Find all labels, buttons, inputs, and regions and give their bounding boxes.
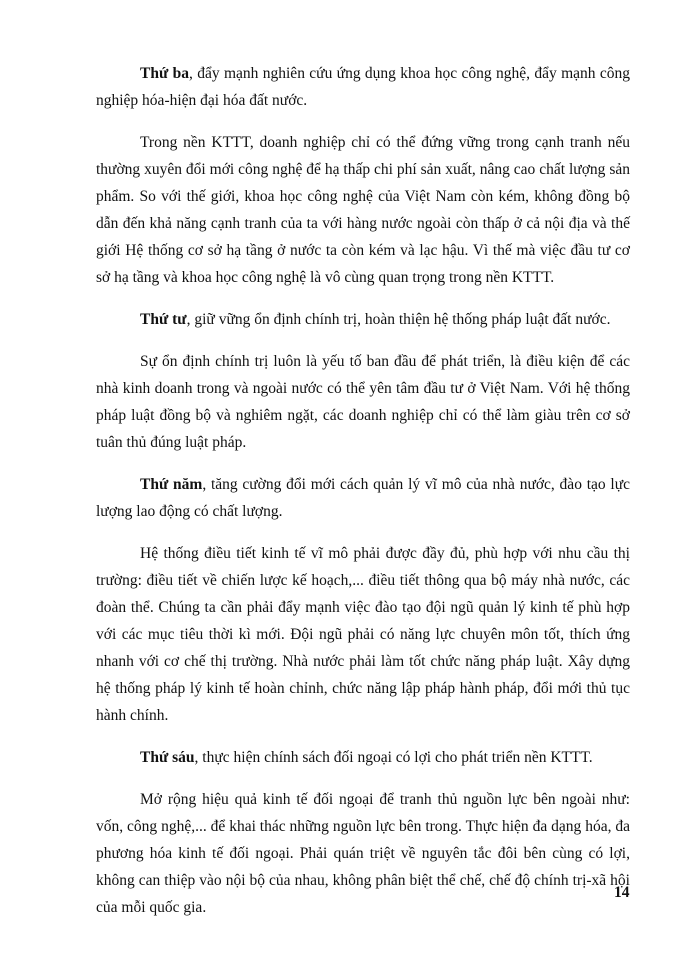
page-number: 14: [614, 884, 630, 901]
paragraph-text: Hệ thống điều tiết kinh tế vĩ mô phải được đầy đủ, phù hợp với nhu cầu thị trường: điều tiết về chiến lược kế hoạch,... điều tiết thông qua bộ máy nhà nước, các đoàn thể. Chúng ta cần phải đẩy mạnh việc đào tạo đội ngũ quản lý kinh tế phù hợp với các mục tiêu thời kì mới. Đội ngũ phải có năng lực chuyên môn tốt, thích ứng nhanh với cơ chế thị trường. Nhà nước phải làm tốt chức năng pháp luật. Xây dựng hệ thống pháp lý kinh tế hoàn chỉnh, chức năng lập pháp hành pháp, đổi mới thủ tục hành chính.: [96, 545, 630, 724]
paragraph-lead: Thứ ba: [140, 65, 189, 82]
paragraph-lead: Thứ tư: [140, 311, 187, 328]
paragraph-lead: Thứ năm: [140, 476, 203, 493]
paragraph-thu-nam: [96, 471, 630, 525]
page-body: [96, 60, 630, 936]
paragraph-text: Mở rộng hiệu quả kinh tế đối ngoại để tranh thủ nguồn lực bên ngoài như: vốn, công nghệ,... để khai thác những nguồn lực bên trong. Thực hiện đa dạng hóa, đa phương hóa kinh tế đối ngoại. Phải quán triệt về nguyên tắc đôi bên cùng có lợi, không can thiệp vào nội bộ của nhau, không phân biệt thể chế, chế độ chính trị-xã hội của mỗi quốc gia.: [96, 791, 630, 916]
paragraph-lead: Thứ sáu: [140, 749, 195, 766]
paragraph-text: Sự ổn định chính trị luôn là yếu tố ban đầu để phát triển, là điều kiện để các nhà kinh doanh trong và ngoài nước có thể yên tâm đầu tư ở Việt Nam. Với hệ thống pháp luật đồng bộ và nghiêm ngặt, các doanh nghiệp chỉ có thể làm giàu trên cơ sở tuân thủ đúng luật pháp.: [96, 353, 630, 451]
paragraph-body: [96, 786, 630, 921]
paragraph-text: Trong nền KTTT, doanh nghiệp chỉ có thể đứng vững trong cạnh tranh nếu thường xuyên đổi mới công nghệ để hạ thấp chi phí sản xuất, nâng cao chất lượng sản phẩm. So với thế giới, khoa học công nghệ của Việt Nam còn kém, không đồng bộ dẫn đến khả năng cạnh tranh của ta với hàng nước ngoài còn thấp ở cả nội địa và thế giới Hệ thống cơ sở hạ tầng ở nước ta còn kém và lạc hậu. Vì thế mà việc đầu tư cơ sở hạ tầng và khoa học công nghệ là vô cùng quan trọng trong nền KTTT.: [96, 134, 630, 286]
paragraph-text: , tăng cường đổi mới cách quản lý vĩ mô của nhà nước, đào tạo lực lượng lao động có chất lượng.: [96, 476, 630, 520]
paragraph-text: , giữ vững ổn định chính trị, hoàn thiện hệ thống pháp luật đất nước.: [186, 311, 611, 328]
paragraph-thu-sau: [96, 744, 630, 771]
paragraph-body: [96, 540, 630, 729]
paragraph-text: , đẩy mạnh nghiên cứu ứng dụng khoa học công nghệ, đẩy mạnh công nghiệp hóa-hiện đại hóa đất nước.: [96, 65, 630, 109]
paragraph-body: [96, 129, 630, 291]
paragraph-thu-ba: [96, 60, 630, 114]
paragraph-thu-tu: [96, 306, 630, 333]
paragraph-text: , thực hiện chính sách đối ngoại có lợi cho phát triển nền KTTT.: [194, 749, 593, 766]
paragraph-body: [96, 348, 630, 456]
